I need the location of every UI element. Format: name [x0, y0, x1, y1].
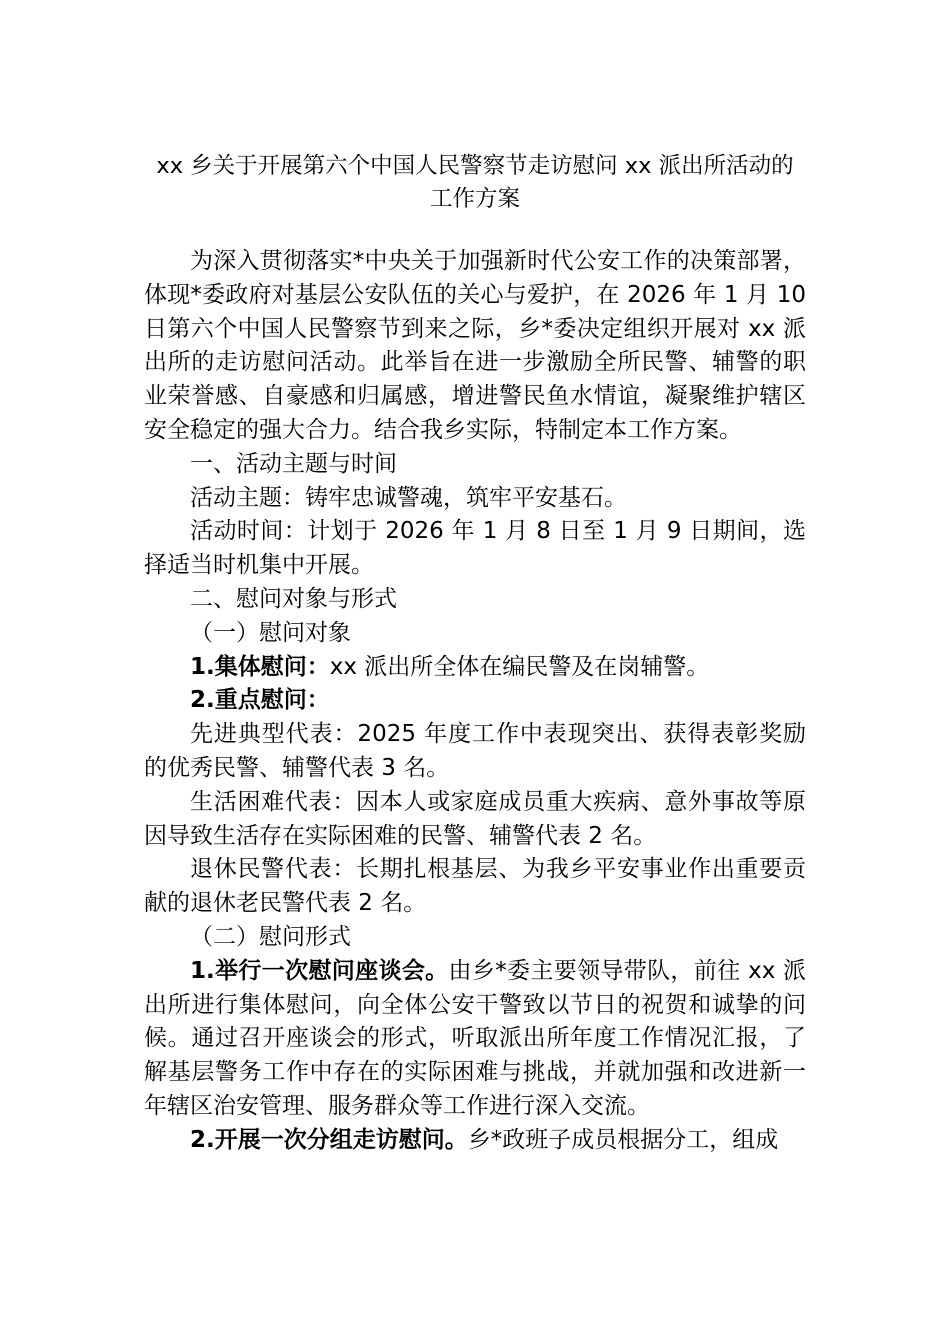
intro-paragraph: 为深入贯彻落实*中央关于加强新时代公安工作的决策部署，体现*委政府对基层公安队伍的关心与爱护，在 2026 年 1 月 10 日第六个中国人民警察节到来之际，乡*委决定组织开展对 xx 派出所的走访慰问活动。此举旨在进一步激励全所民警、辅警的职业荣誉感、自豪感和归属感，增进警民鱼水情谊，凝聚维护辖区安全稳定的强大合力。结合我乡实际，特制定本工作方案。	[144, 248, 806, 443]
section-1-heading: 一、活动主题与时间	[190, 450, 397, 477]
group-visit-item	[144, 1124, 806, 1158]
symposium-label: 1.举行一次慰问座谈会。	[190, 957, 449, 984]
key-visit-label: 2.重点慰问：	[190, 687, 330, 714]
symposium-text: 由乡*委主要领导带队，前往 xx 派出所进行集体慰问，向全体公安干警致以节日的祝贺和诚挚的问候。通过召开座谈会的形式，听取派出所年度工作情况汇报，了解基层警务工作中存在的实际困难与挑战，并就加强和改进新一年辖区治安管理、服务群众等工作进行深入交流。	[144, 957, 806, 1119]
retired-representative: 退休民警代表：长期扎根基层、为我乡平安事业作出重要贡献的退休老民警代表 2 名。	[144, 856, 806, 917]
subsection-1-heading: （一）慰问对象	[190, 619, 351, 646]
collective-visit-item	[144, 651, 806, 685]
section-2-heading: 二、慰问对象与形式	[190, 585, 397, 612]
subsection-2-heading: （二）慰问形式	[190, 923, 351, 950]
key-visit-item	[144, 684, 806, 718]
collective-visit-text: xx 派出所全体在编民警及在岗辅警。	[329, 653, 710, 680]
activity-theme: 活动主题：铸牢忠诚警魂，筑牢平安基石。	[190, 484, 627, 511]
document-title	[144, 150, 806, 216]
title-line-2: 工作方案	[429, 186, 520, 212]
title-line-1: xx 乡关于开展第六个中国人民警察节走访慰问 xx 派出所活动的	[156, 153, 794, 179]
hardship-representative: 生活困难代表：因本人或家庭成员重大疾病、意外事故等原因导致生活存在实际困难的民警、辅警代表 2 名。	[144, 788, 806, 849]
group-visit-label: 2.开展一次分组走访慰问。	[190, 1126, 468, 1153]
advanced-representative: 先进典型代表：2025 年度工作中表现突出、获得表彰奖励的优秀民警、辅警代表 3 名。	[144, 721, 806, 781]
activity-time: 活动时间：计划于 2026 年 1 月 8 日至 1 月 9 日期间，选择适当时机集中开展。	[144, 518, 806, 579]
collective-visit-label: 1.集体慰问：	[190, 653, 330, 680]
group-visit-text: 乡*政班子成员根据分工，组成	[467, 1126, 779, 1153]
symposium-item	[144, 955, 806, 1124]
